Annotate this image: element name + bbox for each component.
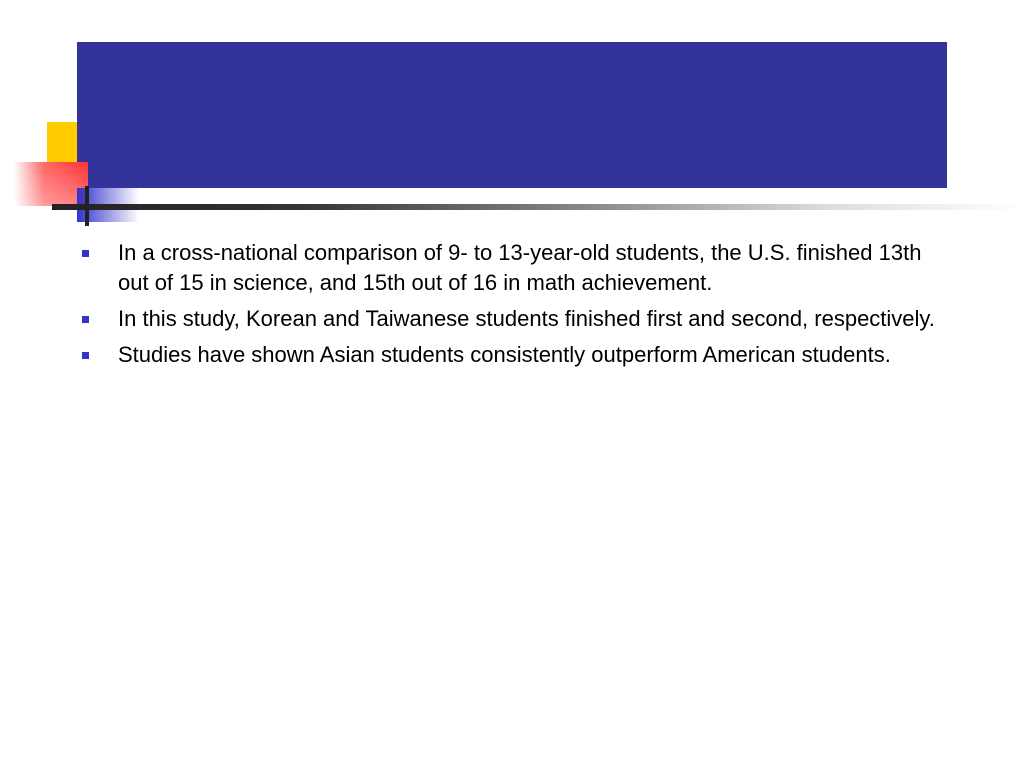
bullet-item xyxy=(78,340,958,370)
square-bullet-icon xyxy=(82,316,89,323)
decorative-yellow-square xyxy=(47,122,77,162)
bullet-item xyxy=(78,304,958,334)
square-bullet-icon xyxy=(82,352,89,359)
bullet-list xyxy=(78,238,958,376)
bullet-text: In this study, Korean and Taiwanese students finished first and second, respectively. xyxy=(118,306,935,331)
square-bullet-icon xyxy=(82,250,89,257)
decorative-cross-mark xyxy=(85,186,89,226)
bullet-item xyxy=(78,238,958,298)
slide-title: Cross-Cultural Comparisons of Achievement xyxy=(88,155,521,180)
bullet-text: In a cross-national comparison of 9- to 13-year-old students, the U.S. finished 13th out of 15 in science, and 15th out of 16 in math achievement. xyxy=(118,240,922,295)
title-rule-line xyxy=(52,204,1024,210)
bullet-text: Studies have shown Asian students consistently outperform American students. xyxy=(118,342,891,367)
